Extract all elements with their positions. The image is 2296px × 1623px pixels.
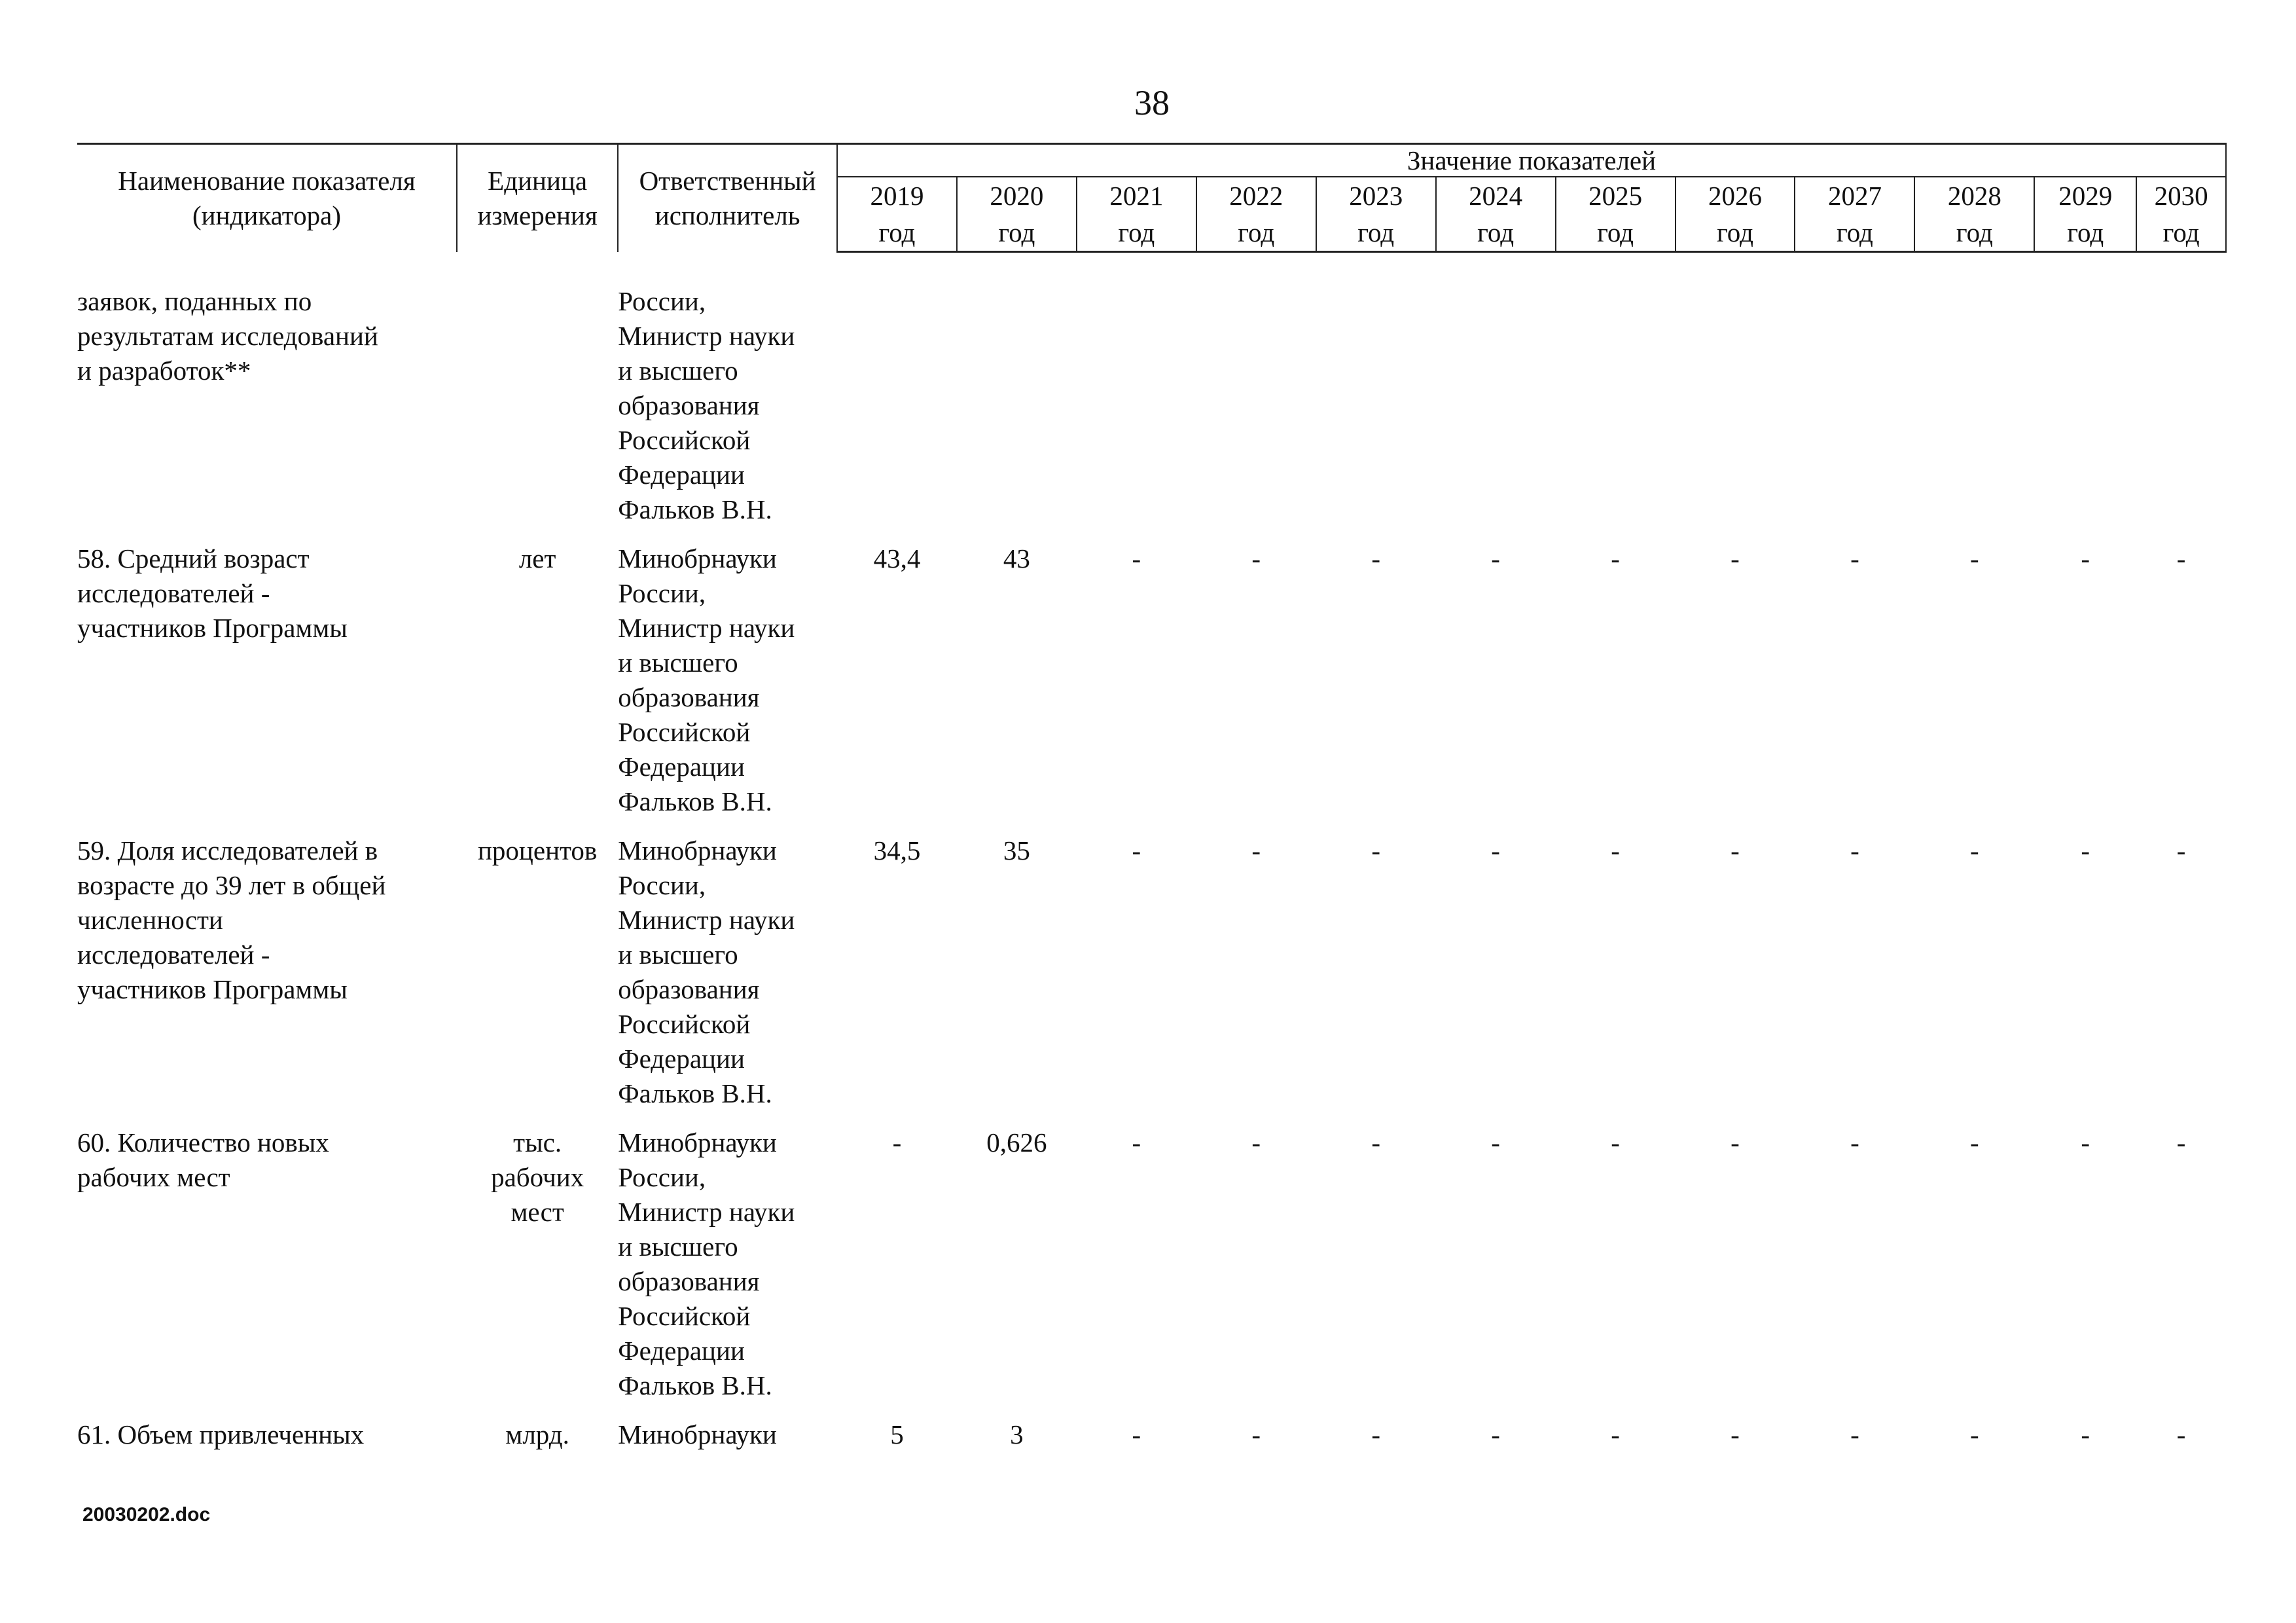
table-row [77,1417,2226,1452]
value-2019 [837,284,957,527]
value-2024: - [1491,1127,1500,1158]
indicator-name: заявок, поданных по результатам исследований и разработок** [77,286,378,386]
value-2025: - [1611,1419,1620,1450]
indicator-name: 61. Объем привлеченных [77,1419,365,1450]
value-2022: - [1251,543,1261,574]
value-2022: - [1251,1419,1261,1450]
value-2022: - [1251,1127,1261,1158]
table-row [77,1125,2226,1403]
value-2027: - [1850,1419,1859,1450]
value-2030 [2136,284,2226,527]
value-2020 [957,284,1077,527]
value-2026: - [1731,835,1740,866]
indicator-executor: России, Министр науки и высшего образования Российской Федерации Фальков В.Н. [618,286,795,524]
value-2021: - [1132,543,1141,574]
value-2020: 3 [1010,1419,1024,1450]
header-year-2024: 2024 год [1436,177,1556,252]
header-indicator-name: Наименование показателя (индикатора) [77,144,457,252]
value-2026: - [1731,1127,1740,1158]
value-2028: - [1970,543,1979,574]
value-2029: - [2081,1127,2090,1158]
header-year-2019: 2019 год [837,177,957,252]
value-2023 [1316,284,1436,527]
value-2024: - [1491,835,1500,866]
value-2019: - [892,1127,902,1158]
header-year-2026: 2026 год [1676,177,1795,252]
value-2024: - [1491,543,1500,574]
value-2028: - [1970,1419,1979,1450]
page-number: 38 [1134,83,1170,122]
value-2028 [1914,284,2034,527]
table-header [77,144,2226,252]
indicator-unit: процентов [477,835,598,866]
value-2030: - [2176,835,2186,866]
value-2021: - [1132,1419,1141,1450]
value-2030: - [2176,543,2186,574]
indicators-table [77,143,2227,1452]
value-2030: - [2176,1127,2186,1158]
value-2025: - [1611,1127,1620,1158]
indicator-name: 60. Количество новых рабочих мест [77,1127,329,1192]
value-2025 [1556,284,1676,527]
header-year-2028: 2028 год [1914,177,2034,252]
indicator-executor: Минобрнауки [618,1419,777,1450]
header-year-2020: 2020 год [957,177,1077,252]
indicator-unit: тыс. рабочих мест [491,1127,584,1227]
indicator-executor: Минобрнауки России, Министр науки и высшего образования Российской Федерации Фальков В.Н. [618,835,795,1108]
value-2023: - [1371,1419,1381,1450]
value-2026: - [1731,1419,1740,1450]
indicator-name: 59. Доля исследователей в возрасте до 39 лет в общей численности исследователей - участников Программы [77,835,386,1004]
value-2027 [1795,284,1914,527]
value-2020: 43 [1003,543,1030,574]
indicator-unit [457,284,618,527]
value-2028: - [1970,1127,1979,1158]
header-year-2023: 2023 год [1316,177,1436,252]
header-year-2027: 2027 год [1795,177,1914,252]
value-2029: - [2081,835,2090,866]
indicator-executor: Минобрнауки России, Министр науки и высшего образования Российской Федерации Фальков В.Н. [618,1127,795,1400]
table-row [77,833,2226,1111]
table-row [77,541,2226,819]
value-2029 [2034,284,2136,527]
header-executor: Ответственный исполнитель [618,144,837,252]
value-2024: - [1491,1419,1500,1450]
value-2022 [1196,284,1316,527]
value-2023: - [1371,543,1381,574]
value-2024 [1436,284,1556,527]
footer-filename: 20030202.doc [82,1504,211,1525]
value-2025: - [1611,543,1620,574]
value-2027: - [1850,543,1859,574]
value-2022: - [1251,835,1261,866]
header-unit: Единица измерения [457,144,618,252]
value-2019: 43,4 [873,543,921,574]
table-row [77,284,2226,527]
header-year-2022: 2022 год [1196,177,1316,252]
value-2021: - [1132,835,1141,866]
value-2025: - [1611,835,1620,866]
value-2026: - [1731,543,1740,574]
indicator-executor: Минобрнауки России, Министр науки и высшего образования Российской Федерации Фальков В.Н. [618,543,795,816]
indicator-unit: лет [518,543,556,574]
value-2020: 0,626 [986,1127,1047,1158]
value-2019: 34,5 [873,835,921,866]
value-2029: - [2081,543,2090,574]
header-year-2030: 2030 год [2136,177,2226,252]
header-year-2021: 2021 год [1077,177,1196,252]
indicator-unit: млрд. [505,1419,569,1450]
value-2021: - [1132,1127,1141,1158]
value-2028: - [1970,835,1979,866]
value-2026 [1676,284,1795,527]
value-2021 [1077,284,1196,527]
value-2020: 35 [1003,835,1030,866]
value-2029: - [2081,1419,2090,1450]
value-2027: - [1850,835,1859,866]
header-values-title: Значение показателей [837,144,2226,177]
value-2023: - [1371,835,1381,866]
value-2030: - [2176,1419,2186,1450]
value-2027: - [1850,1127,1859,1158]
value-2019: 5 [890,1419,904,1450]
indicator-name: 58. Средний возраст исследователей - участников Программы [77,543,348,643]
value-2023: - [1371,1127,1381,1158]
header-year-2025: 2025 год [1556,177,1676,252]
header-year-2029: 2029 год [2034,177,2136,252]
